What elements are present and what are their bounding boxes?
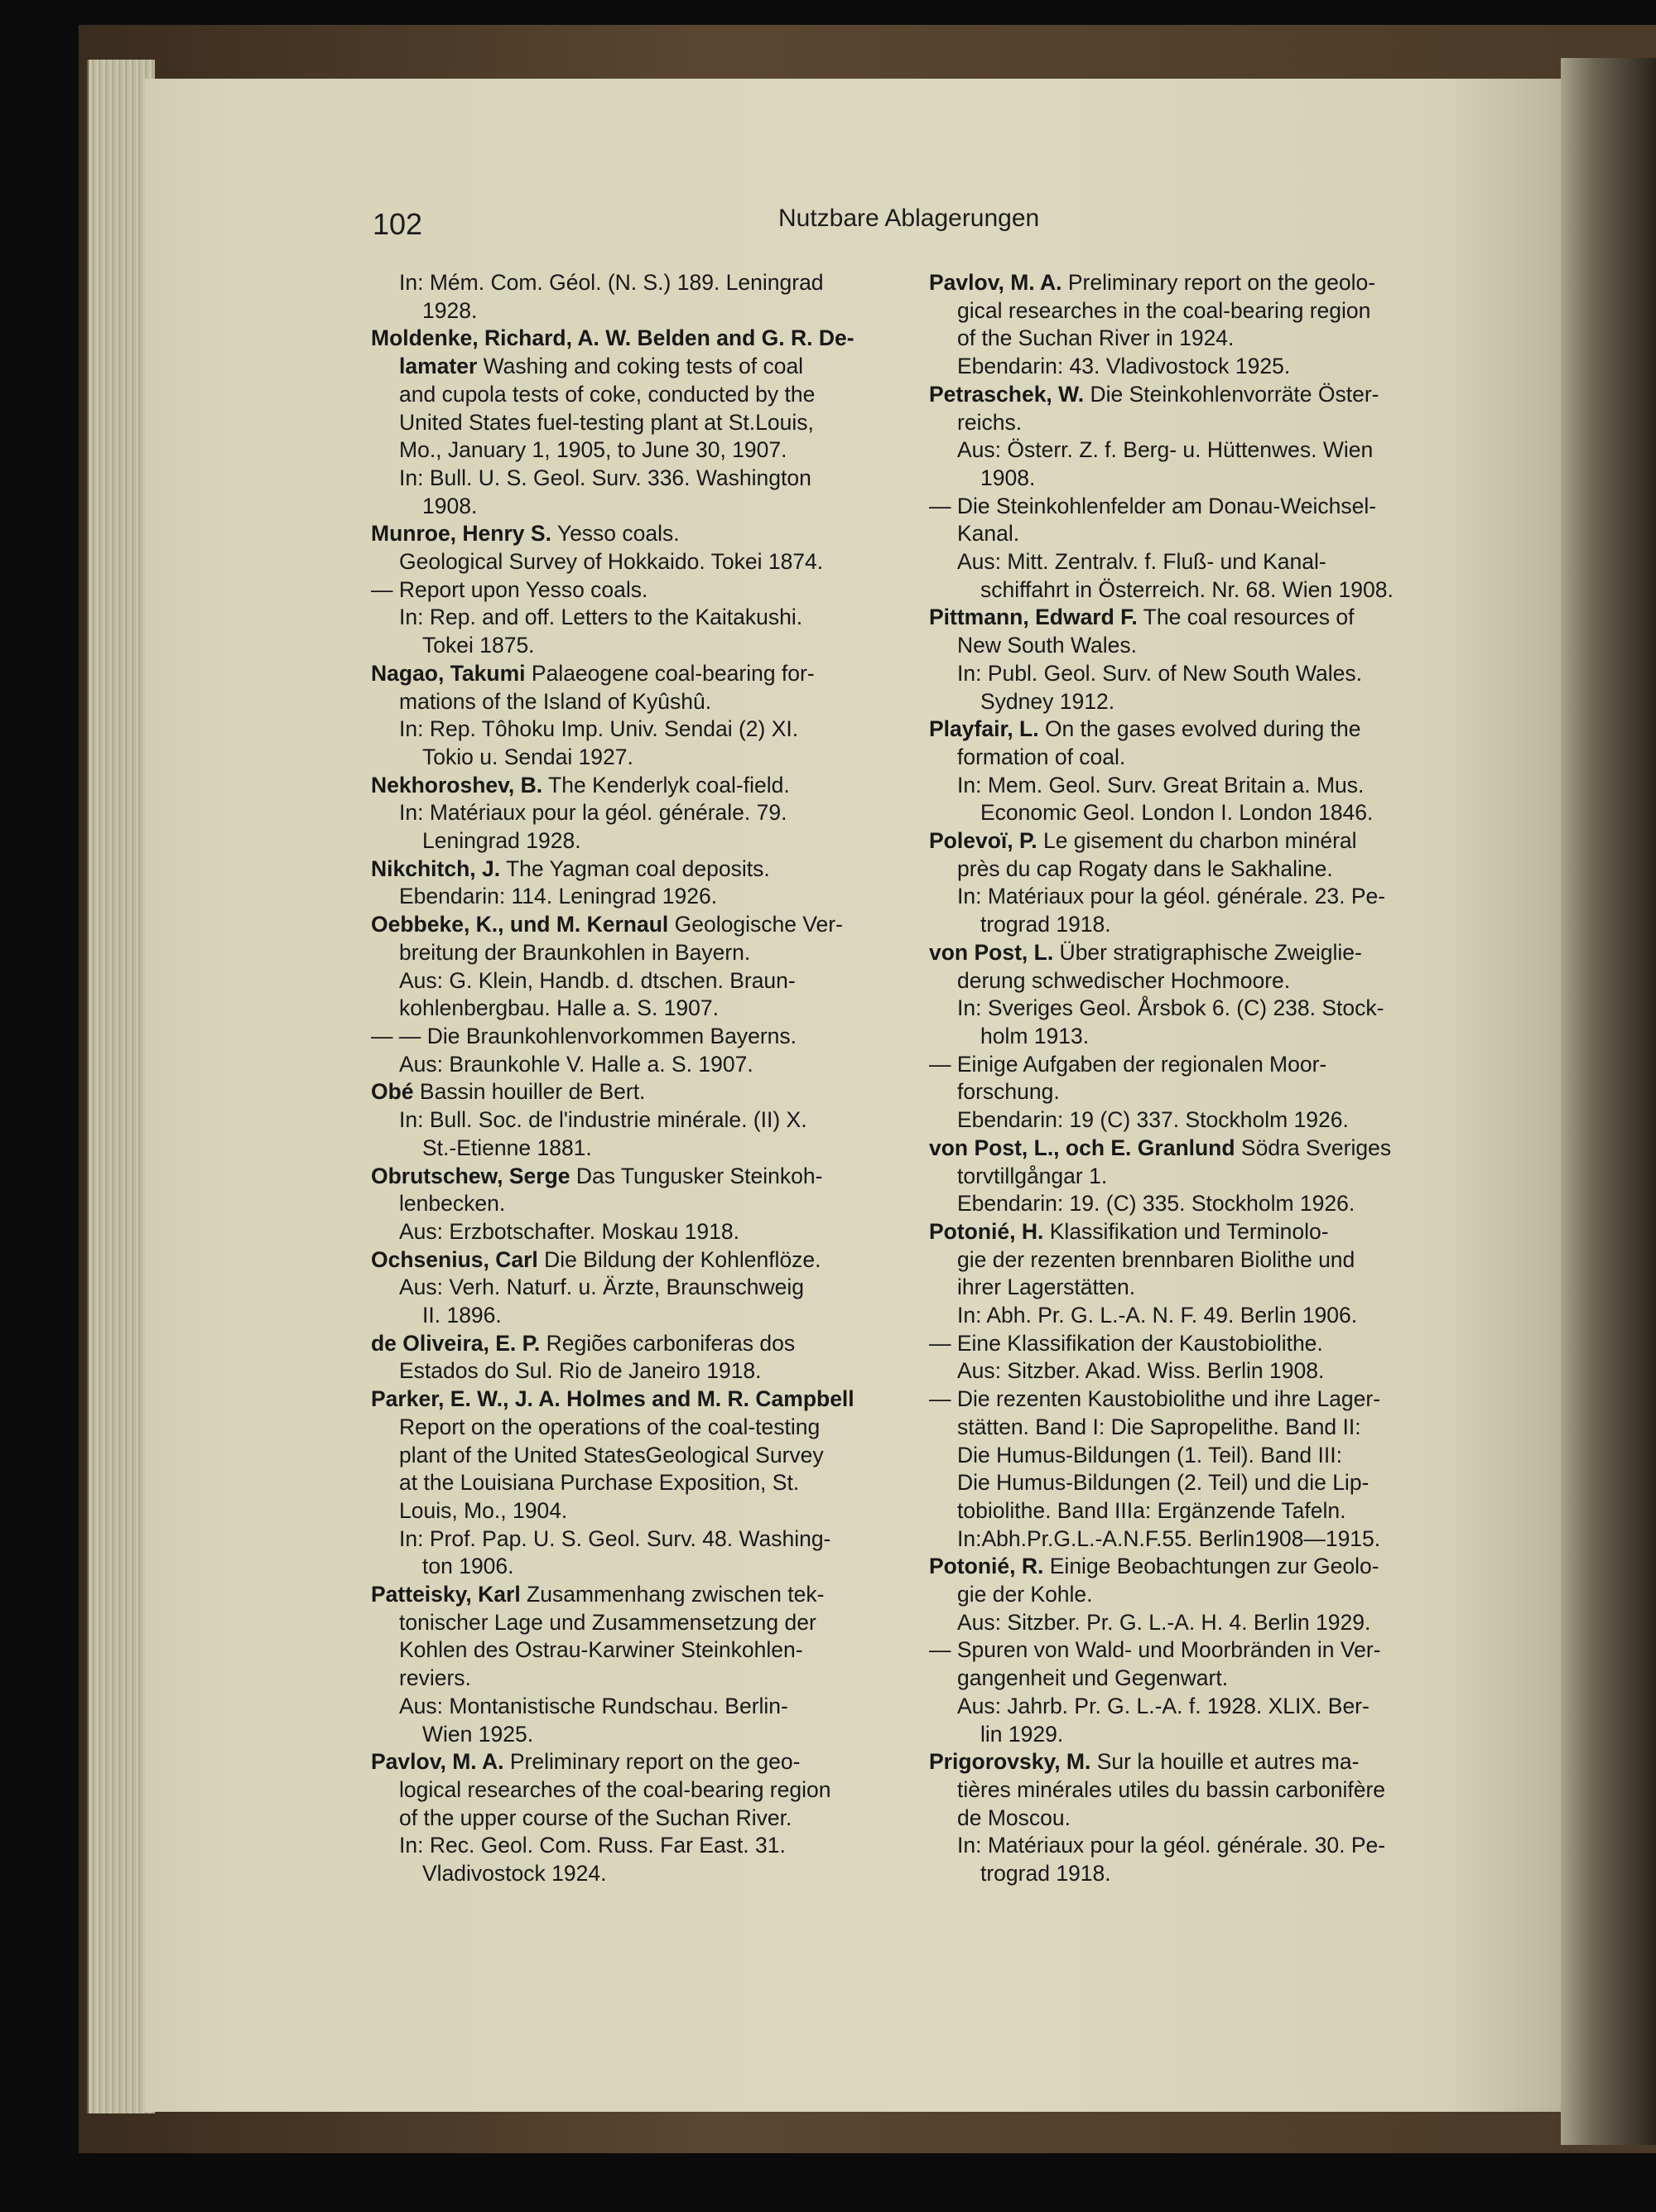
bibliography-line — [371, 409, 893, 437]
bibliography-line — [929, 1636, 1451, 1665]
entry-text: In: Rep. and off. Letters to the Kaitakushi. — [399, 605, 803, 630]
bibliography-line — [371, 799, 893, 827]
bibliography-line — [371, 1023, 893, 1051]
entry-text: Palaeogene coal-bearing for- — [525, 660, 815, 686]
entry-text: — Report upon Yesso coals. — [371, 576, 648, 602]
entry-text: stätten. Band I: Die Sapropelithe. Band II: — [957, 1414, 1361, 1439]
entry-text: plant of the United StatesGeological Survey — [399, 1442, 824, 1467]
entry-text: Aus: Österr. Z. f. Berg- u. Hüttenwes. Wien — [957, 437, 1374, 463]
entry-text: Über stratigraphische Zweiglie- — [1053, 939, 1362, 965]
entry-text: In: Bull. Soc. de l'industrie minérale. (II) X. — [399, 1107, 807, 1133]
entry-text: The coal resources of — [1137, 605, 1355, 630]
author-name: Nagao, Takumi — [371, 660, 526, 686]
author-name: Moldenke, Richard, A. W. Belden and G. R. De- — [371, 325, 854, 351]
entry-text: Aus: Braunkohle V. Halle a. S. 1907. — [399, 1051, 753, 1077]
bibliography-line — [929, 1665, 1451, 1693]
entry-text: St.-Etienne 1881. — [422, 1135, 592, 1160]
entry-text: reichs. — [957, 409, 1023, 435]
entry-text: — Spuren von Wald- und Moorbränden in Ver- — [929, 1637, 1381, 1663]
bibliography-line — [371, 576, 893, 605]
entry-text: trograd 1918. — [980, 1861, 1111, 1887]
author-name: Munroe, Henry S. — [371, 521, 551, 547]
bibliography-line — [929, 325, 1451, 353]
bibliography-line — [929, 1860, 1451, 1888]
entry-text: Sur la houille et autres ma- — [1090, 1749, 1360, 1775]
bibliography-line — [371, 1442, 893, 1470]
entry-text: Aus: Sitzber. Akad. Wiss. Berlin 1908. — [957, 1358, 1325, 1384]
bibliography-line — [929, 1330, 1451, 1358]
entry-text: gie der rezenten brennbaren Biolithe und — [957, 1246, 1355, 1272]
entry-text: Kohlen des Ostrau-Karwiner Steinkohlen- — [399, 1637, 803, 1663]
bibliography-line — [371, 1051, 893, 1079]
bibliography-line — [929, 1721, 1451, 1749]
bibliography-line — [929, 1442, 1451, 1470]
bibliography-line — [929, 1078, 1451, 1106]
bibliography-line — [929, 1302, 1451, 1330]
entry-text: Aus: Erzbotschafter. Moskau 1918. — [399, 1218, 739, 1244]
bibliography-line — [371, 827, 893, 855]
entry-text: II. 1896. — [422, 1303, 502, 1328]
bibliography-line — [929, 995, 1451, 1023]
bibliography-line — [371, 1497, 893, 1525]
entry-text: — Einige Aufgaben der regionalen Moor- — [929, 1051, 1327, 1077]
entry-text: Preliminary report on the geolo- — [1061, 270, 1376, 295]
entry-text: Mo., January 1, 1905, to June 30, 1907. — [399, 437, 787, 463]
entry-text: Vladivostock 1924. — [422, 1861, 607, 1887]
author-name: Potonié, H. — [929, 1218, 1044, 1244]
bibliography-line — [371, 1665, 893, 1693]
entry-text: Ebendarin: 43. Vladivostock 1925. — [957, 354, 1291, 379]
entry-text: 1908. — [980, 465, 1036, 490]
bibliography-line — [371, 548, 893, 576]
entry-text: tonischer Lage und Zusammensetzung der — [399, 1609, 816, 1635]
right-column — [929, 269, 1451, 1888]
bibliography-line — [371, 1776, 893, 1805]
entry-text: breitung der Braunkohlen in Bayern. — [399, 939, 751, 965]
bibliography-line — [371, 1135, 893, 1163]
bibliography-line — [929, 1386, 1451, 1414]
entry-text: — Die Steinkohlenfelder am Donau-Weichsel- — [929, 493, 1377, 518]
entry-text: and cupola tests of coke, conducted by the — [399, 381, 816, 407]
entry-text: torvtillgångar 1. — [957, 1163, 1108, 1188]
entry-text: Aus: Montanistische Rundschau. Berlin- — [399, 1693, 788, 1718]
bibliography-line — [929, 1497, 1451, 1525]
author-name: Prigorovsky, M. — [929, 1749, 1091, 1775]
bibliography-line — [371, 297, 893, 325]
author-name: Polevoï, P. — [929, 828, 1037, 854]
bibliography-line — [371, 939, 893, 967]
author-name: Nikchitch, J. — [371, 855, 501, 881]
entry-text: 1928. — [422, 297, 478, 323]
bibliography-line — [929, 1414, 1451, 1442]
bibliography-line — [371, 1163, 893, 1191]
entry-text: The Kenderlyk coal-field. — [542, 772, 790, 798]
entry-text: The Yagman coal deposits. — [500, 855, 770, 881]
bibliography-line — [371, 1246, 893, 1275]
bibliography-line — [929, 409, 1451, 437]
entry-text: — — Die Braunkohlenvorkommen Bayerns. — [371, 1023, 797, 1048]
bibliography-line — [371, 632, 893, 660]
entry-text: Die Bildung der Kohlenflöze. — [537, 1246, 821, 1272]
author-name: Oebbeke, K., und M. Kernaul — [371, 912, 669, 937]
entry-text: In: Prof. Pap. U. S. Geol. Surv. 48. Washing- — [399, 1525, 831, 1551]
running-title: Nutzbare Ablagerungen — [778, 205, 1040, 232]
bibliography-line — [929, 688, 1451, 716]
bibliography-line — [929, 269, 1451, 297]
bibliography-line — [371, 1357, 893, 1386]
author-name: Parker, E. W., J. A. Holmes and M. R. Campbell — [371, 1386, 854, 1412]
book-gutter — [1561, 58, 1656, 2145]
bibliography-line — [929, 799, 1451, 827]
author-name: Pittmann, Edward F. — [929, 605, 1138, 630]
bibliography-line — [929, 1469, 1451, 1497]
entry-text: Regiões carboniferas dos — [540, 1330, 796, 1356]
entry-text: Aus: Mitt. Zentralv. f. Fluß- und Kanal- — [957, 549, 1326, 575]
entry-text: In:Abh.Pr.G.L.-A.N.F.55. Berlin1908—1915. — [957, 1525, 1381, 1551]
entry-text: Leningrad 1928. — [422, 828, 581, 854]
bibliography-line — [371, 1553, 893, 1581]
bibliography-line — [371, 381, 893, 409]
entry-text: derung schwedischer Hochmoore. — [957, 967, 1291, 993]
bibliography-line — [929, 1525, 1451, 1554]
entry-text: Klassifikation und Terminolo- — [1043, 1218, 1329, 1244]
entry-text: kohlenbergbau. Halle a. S. 1907. — [399, 995, 719, 1021]
entry-text: formation of coal. — [957, 744, 1126, 769]
author-name: Potonié, R. — [929, 1554, 1044, 1579]
bibliography-line — [371, 1805, 893, 1833]
author-name: Obrutschew, Serge — [371, 1163, 570, 1188]
bibliography-line — [929, 353, 1451, 381]
bibliography-line — [929, 632, 1451, 660]
bibliography-line — [929, 548, 1451, 576]
author-name: von Post, L. — [929, 939, 1054, 965]
bibliography-line — [929, 772, 1451, 800]
bibliography-line — [929, 1106, 1451, 1135]
entry-text: Einige Beobachtungen zur Geolo- — [1043, 1554, 1379, 1579]
bibliography-line — [371, 1832, 893, 1860]
entry-text: of the upper course of the Suchan River. — [399, 1805, 792, 1830]
entry-text: In: Mém. Com. Géol. (N. S.) 189. Leningrad — [399, 270, 824, 295]
entry-text: Aus: G. Klein, Handb. d. dtschen. Braun- — [399, 967, 796, 993]
entry-text: gical researches in the coal-bearing region — [957, 297, 1371, 323]
bibliography-line — [929, 1805, 1451, 1833]
entry-text: Aus: Jahrb. Pr. G. L.-A. f. 1928. XLIX. Ber- — [957, 1693, 1370, 1718]
entry-text: ton 1906. — [422, 1554, 514, 1579]
author-name: von Post, L., och E. Granlund — [929, 1135, 1235, 1160]
entry-text: Zusammenhang zwischen tek- — [520, 1582, 825, 1607]
author-name: Ochsenius, Carl — [371, 1246, 538, 1272]
bibliography-line — [371, 883, 893, 911]
bibliography-line — [371, 1721, 893, 1749]
bibliography-line — [371, 1414, 893, 1442]
entry-text: Tokei 1875. — [422, 633, 535, 658]
bibliography-line — [929, 1357, 1451, 1386]
entry-text: Washing and coking tests of coal — [477, 354, 804, 379]
bibliography-line — [371, 269, 893, 297]
bibliography-line — [371, 465, 893, 493]
bibliography-line — [929, 493, 1451, 521]
bibliography-line — [929, 660, 1451, 688]
bibliography-line — [371, 1748, 893, 1776]
entry-text: — Die rezenten Kaustobiolithe und ihre Lager- — [929, 1386, 1381, 1412]
entry-text: tobiolithe. Band IIIa: Ergänzende Tafeln. — [957, 1497, 1346, 1523]
bibliography-line — [929, 911, 1451, 939]
entry-text: Le gisement du charbon minéral — [1037, 828, 1357, 854]
bibliography-line — [929, 1163, 1451, 1191]
bibliography-line — [929, 1218, 1451, 1246]
entry-text: gangenheit und Gegenwart. — [957, 1665, 1229, 1691]
entry-text: Aus: Verh. Naturf. u. Ärzte, Braunschweig — [399, 1275, 805, 1300]
page-number: 102 — [373, 207, 423, 241]
author-name: Pavlov, M. A. — [371, 1749, 504, 1775]
entry-text: Wien 1925. — [422, 1721, 534, 1747]
entry-text: In: Rep. Tôhoku Imp. Univ. Sendai (2) XI. — [399, 716, 799, 742]
bibliography-line — [929, 1776, 1451, 1805]
bibliography-line — [929, 967, 1451, 995]
author-name: Pavlov, M. A. — [929, 270, 1062, 295]
entry-text: United States fuel-testing plant at St.Louis, — [399, 409, 814, 435]
bibliography-line — [371, 911, 893, 939]
bibliography-line — [371, 1860, 893, 1888]
author-name: de Oliveira, E. P. — [371, 1330, 541, 1356]
entry-text: Bassin houiller de Bert. — [413, 1079, 646, 1105]
bibliography-line — [371, 1581, 893, 1609]
bibliography-line — [929, 855, 1451, 884]
bibliography-line — [929, 1609, 1451, 1637]
bibliography-line — [371, 772, 893, 800]
entry-text: Ebendarin: 19. (C) 335. Stockholm 1926. — [957, 1191, 1355, 1217]
bibliography-line — [929, 520, 1451, 548]
author-name: lamater — [399, 354, 478, 379]
left-column — [371, 269, 893, 1888]
bibliography-line — [371, 1106, 893, 1135]
entry-text: — Eine Klassifikation der Kaustobiolithe. — [929, 1330, 1323, 1356]
entry-text: reviers. — [399, 1665, 471, 1691]
bibliography-line — [371, 1469, 893, 1497]
entry-text: Tokio u. Sendai 1927. — [422, 744, 633, 769]
bibliography-line — [371, 744, 893, 772]
bibliography-line — [371, 688, 893, 716]
entry-text: Sydney 1912. — [980, 688, 1115, 714]
bibliography-line — [929, 381, 1451, 409]
bibliography-line — [929, 604, 1451, 632]
entry-text: In: Matériaux pour la géol. générale. 79. — [399, 800, 787, 826]
entry-text: Report on the operations of the coal-testing — [399, 1414, 821, 1439]
bibliography-line — [929, 883, 1451, 911]
entry-text: of the Suchan River in 1924. — [957, 325, 1235, 351]
bibliography-line — [371, 660, 893, 688]
entry-text: forschung. — [957, 1079, 1060, 1105]
entry-text: In: Bull. U. S. Geol. Surv. 336. Washington — [399, 465, 811, 490]
entry-text: tières minérales utiles du bassin carbonifère — [957, 1776, 1386, 1802]
bibliography-line — [371, 1190, 893, 1218]
entry-text: In: Publ. Geol. Surv. of New South Wales. — [957, 660, 1362, 686]
bibliography-line — [371, 1609, 893, 1637]
entry-text: In: Matériaux pour la géol. générale. 30. Pe- — [957, 1833, 1386, 1858]
entry-text: 1908. — [422, 493, 478, 518]
entry-text: Economic Geol. London I. London 1846. — [980, 800, 1374, 826]
author-name: Nekhoroshev, B. — [371, 772, 543, 798]
entry-text: On the gases evolved during the — [1038, 716, 1361, 742]
entry-text: In: Mem. Geol. Surv. Great Britain a. Mus. — [957, 772, 1365, 798]
entry-text: In: Sveriges Geol. Årsbok 6. (C) 238. Stock- — [957, 995, 1384, 1021]
entry-text: Södra Sveriges — [1235, 1135, 1392, 1160]
entry-text: In: Abh. Pr. G. L.-A. N. F. 49. Berlin 1906. — [957, 1303, 1358, 1328]
bibliography-line — [371, 716, 893, 744]
bibliography-line — [371, 967, 893, 995]
entry-text: Estados do Sul. Rio de Janeiro 1918. — [399, 1358, 762, 1384]
bibliography-line — [371, 1386, 893, 1414]
bibliography-line — [929, 297, 1451, 325]
bibliography-line — [929, 744, 1451, 772]
bibliography-line — [929, 827, 1451, 855]
bibliography-line — [929, 1190, 1451, 1218]
entry-text: de Moscou. — [957, 1805, 1071, 1830]
entry-text: Kanal. — [957, 521, 1020, 547]
entry-text: In: Matériaux pour la géol. générale. 23. Pe- — [957, 884, 1386, 909]
bibliography-line — [371, 520, 893, 548]
bibliography-line — [371, 855, 893, 884]
bibliography-line — [371, 436, 893, 465]
entry-text: In: Rec. Geol. Com. Russ. Far East. 31. — [399, 1833, 786, 1858]
entry-text: holm 1913. — [980, 1023, 1090, 1048]
entry-text: Die Humus-Bildungen (2. Teil) und die Lip- — [957, 1470, 1370, 1496]
entry-text: New South Wales. — [957, 633, 1137, 658]
bibliography-line — [929, 939, 1451, 967]
bibliography-line — [371, 995, 893, 1023]
author-name: Patteisky, Karl — [371, 1582, 521, 1607]
bibliography-line — [929, 1246, 1451, 1275]
bibliography-line — [929, 1274, 1451, 1302]
entry-text: Geologische Ver- — [668, 912, 843, 937]
bibliography-line — [371, 1274, 893, 1302]
entry-text: Aus: Sitzber. Pr. G. L.-A. H. 4. Berlin 1929. — [957, 1609, 1371, 1635]
bibliography-line — [929, 716, 1451, 744]
entry-text: Louis, Mo., 1904. — [399, 1497, 568, 1523]
entry-text: Yesso coals. — [551, 521, 680, 547]
bibliography-line — [929, 1693, 1451, 1721]
bibliography-line — [371, 604, 893, 632]
bibliography-line — [371, 1302, 893, 1330]
entry-text: Die Humus-Bildungen (1. Teil). Band III: — [957, 1442, 1342, 1467]
bibliography-line — [371, 1330, 893, 1358]
entry-text: trograd 1918. — [980, 912, 1111, 937]
entry-text: Das Tungusker Steinkoh- — [570, 1163, 823, 1188]
bibliography-line — [371, 1078, 893, 1106]
bibliography-line — [929, 465, 1451, 493]
bibliography-line — [371, 325, 893, 353]
entry-text: mations of the Island of Kyûshû. — [399, 688, 712, 714]
entry-text: ihrer Lagerstätten. — [957, 1275, 1136, 1300]
bibliography-line — [371, 493, 893, 521]
author-name: Obé — [371, 1079, 414, 1105]
bibliography-line — [929, 576, 1451, 605]
bibliography-line — [371, 353, 893, 381]
entry-text: Ebendarin: 19 (C) 337. Stockholm 1926. — [957, 1107, 1349, 1133]
bibliography-line — [929, 1748, 1451, 1776]
bibliography-line — [929, 436, 1451, 465]
bibliography-line — [929, 1023, 1451, 1051]
bibliography-line — [929, 1553, 1451, 1581]
bibliography-line — [929, 1135, 1451, 1163]
entry-text: schiffahrt in Österreich. Nr. 68. Wien 1908. — [980, 576, 1394, 602]
entry-text: près du cap Rogaty dans le Sakhaline. — [957, 855, 1333, 881]
entry-text: lin 1929. — [980, 1721, 1064, 1747]
entry-text: logical researches of the coal-bearing region — [399, 1776, 831, 1802]
entry-text: Geological Survey of Hokkaido. Tokei 1874. — [399, 549, 824, 575]
bibliography-line — [371, 1636, 893, 1665]
bibliography-line — [929, 1051, 1451, 1079]
entry-text: lenbecken. — [399, 1191, 506, 1217]
bibliography-line — [371, 1693, 893, 1721]
entry-text: gie der Kohle. — [957, 1582, 1093, 1607]
entry-text: Ebendarin: 114. Leningrad 1926. — [399, 884, 718, 909]
author-name: Petraschek, W. — [929, 381, 1085, 407]
entry-text: at the Louisiana Purchase Exposition, St. — [399, 1470, 800, 1496]
bibliography-line — [929, 1832, 1451, 1860]
entry-text: Die Steinkohlenvorräte Öster- — [1084, 381, 1379, 407]
bibliography-line — [371, 1218, 893, 1246]
bibliography-line — [371, 1525, 893, 1554]
entry-text: Preliminary report on the geo- — [503, 1749, 801, 1775]
author-name: Playfair, L. — [929, 716, 1039, 742]
bibliography-line — [929, 1581, 1451, 1609]
